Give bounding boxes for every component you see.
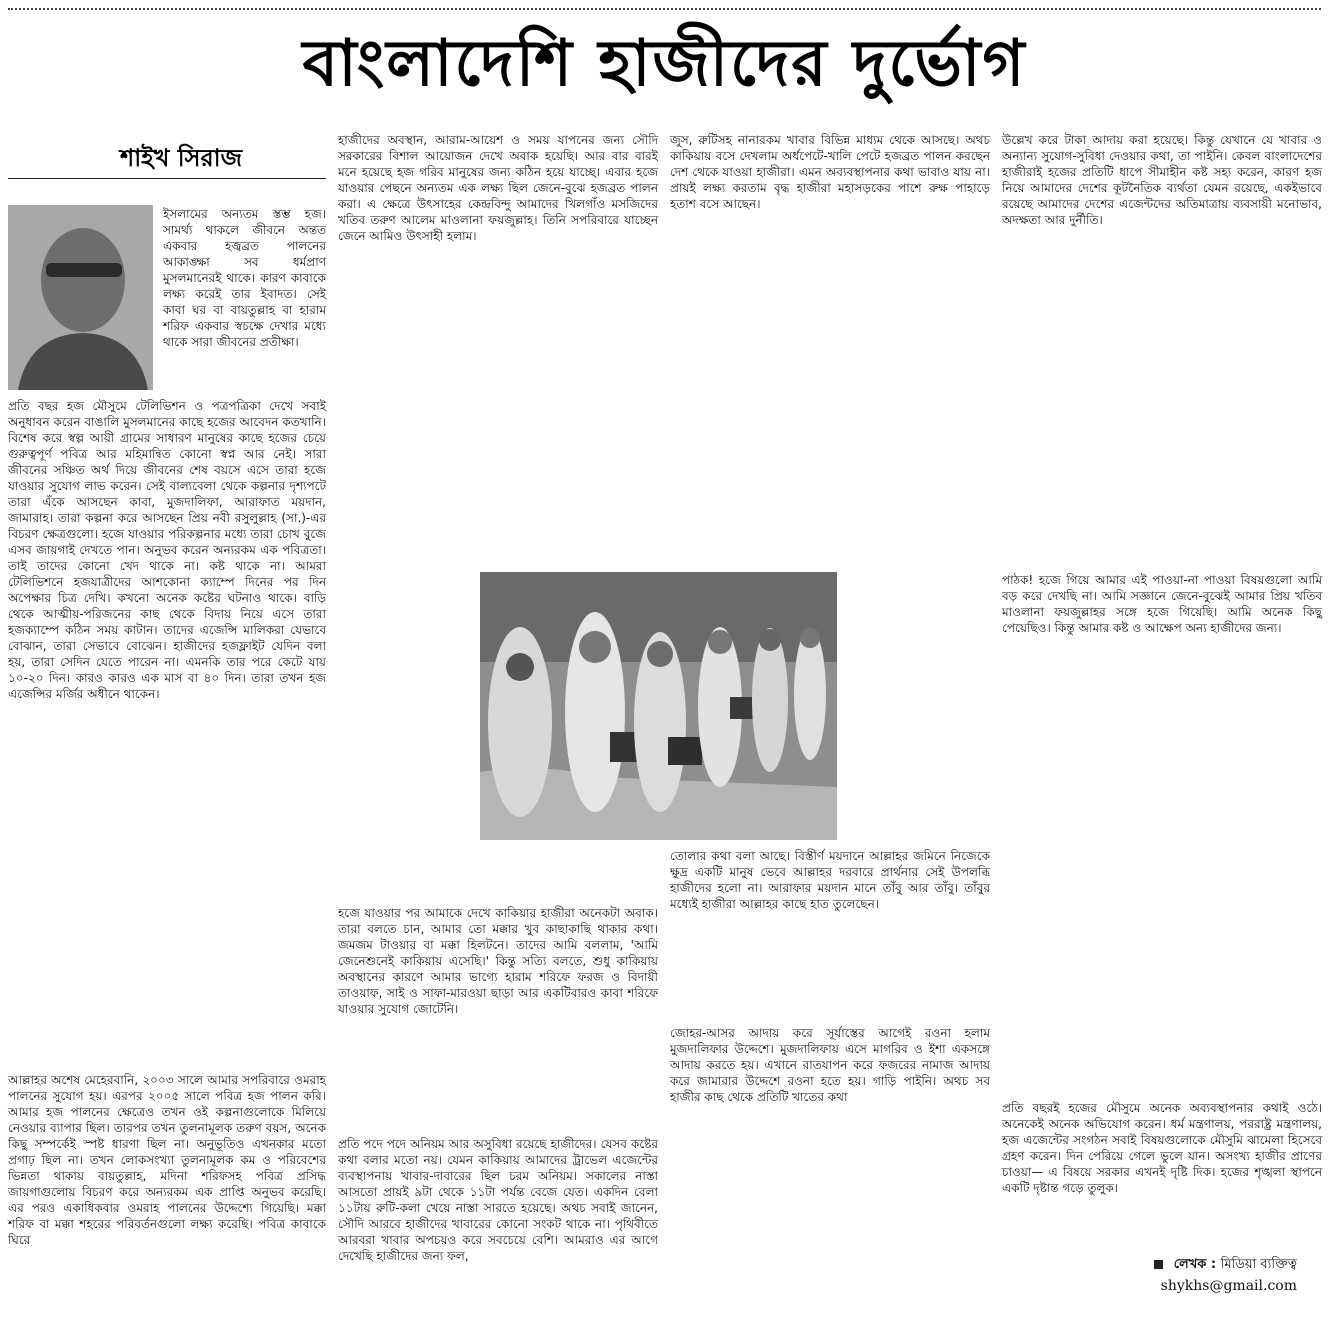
author-credit — [1154, 1255, 1297, 1276]
author-email[interactable]: shykhs@gmail.com — [1160, 1278, 1297, 1294]
column-1-continued — [8, 398, 326, 702]
column-4-middle — [1002, 572, 1322, 636]
square-bullet-icon — [1154, 1260, 1163, 1269]
column-3-bottom — [670, 1025, 990, 1105]
paragraph: প্রতি বছর হজ মৌসুমে টেলিভিশন ও পত্রপত্রিকা দেখে সবাই অনুধাবন করেন বাঙালি মুসলমানের কাছে হজের আবেদন কতখানি। বিশেষ করে স্বল্প আয়ী গ্রামের সাধারণ মানুষের কাছে হজের চেয়ে গুরুত্বপূর্ণ পবিত্র আর মহিমান্বিত কোনো স্বপ্ন আর নেই। সারা জীবনের সঞ্চিত অর্থ দিয়ে জীবনের শেষ বয়সে এসে তারা হজে যাওয়ার সুযোগ লাভ করেন। সেই বাল্যবেলা থেকে কল্পনার দৃশ্যপটে তারা এঁকে আসছেন কাবা, মুজদালিফা, আরাফাত ময়দান, জামারাহ। তারা কল্পনা করে আসছেন প্রিয় নবী রসুলুল্লাহ (সা.)-এর বিচরণ ক্ষেত্রগুলো। হজে যাওয়ার পরিকল্পনার মধ্যে তারা চোখ বুজে এসব জায়গাই দেখতে পান। অনুভব করেন অন্যরকম এক পবিত্রতা। তাই তাদের কোনো খেদ থাকে না। কষ্ট থাকে না। আমরা টেলিভিশনে হজযাত্রীদের আশকোনা ক্যাম্পে দিনের পর দিন অপেক্ষার চিত্র দেখি। কখনো অনেক কষ্টের ঘটনাও থাকে। বাড়ি থেকে আত্মীয়-পরিজনের কাছ থেকে বিদায় নিয়ে এসে তারা হজক্যাম্পে কঠিন সময় কাটান। তাদের এজেন্সি মালিকরা যেভাবে বোঝান, তারা সেভাবে বোঝেন। হাজীদের হজফ্লাইট যেদিন বলা হয়, তারা সেদিন যেতে পারেন না। এমনকি তার পরে কেটে যায় ১০-২০ দিন। কারও কারও এক মাস বা ৪০ দিন। তারা তখন হজ এজেন্সির মর্জির অধীনে থাকেন। — [8, 399, 326, 701]
column-2 — [338, 132, 658, 244]
author-role: মিডিয়া ব্যক্তিত্ব — [1220, 1257, 1297, 1272]
column-4 — [1002, 132, 1322, 228]
paragraph: হাজীদের অবস্থান, আরাম-আয়েশ ও সময় যাপনের জন্য সৌদি সরকারের বিশাল আয়োজন দেখে অবাক হয়েছি। আর বার বারই মনে হয়েছে হজ গরিব মানুষের জন্য কঠিন হয়ে যাচ্ছে। এবার হজে যাওয়ার পেছনে অন্যতম এক লক্ষ্য ছিল জেনে-বুঝে হজব্রত পালন করা। এ ক্ষেত্রে উৎসাহের কেন্দ্রবিন্দু আমাদের খিলগাঁও মসজিদের খতিব তরুণ আলেম মাওলানা ফয়জুল্লাহ। তিনি সপরিবারে যাচ্ছেন জেনে আমিও উৎসাহী হলাম। — [338, 133, 658, 243]
column-1-bottom — [8, 1072, 326, 1248]
paragraph: তোলার কথা বলা আছে। বিস্তীর্ণ ময়দানে আল্লাহর জমিনে নিজেকে ক্ষুদ্র একটি মানুষ ভেবে আল্লাহর দরবারে প্রার্থনার সেই উপলব্ধি হাজীদের হলো না। আরাফার ময়দান মানে তাঁবু আর তাঁবু। তাঁবুর মধ্যেই হাজীরা আল্লাহর কাছে হাত তুলেছেন। — [670, 849, 990, 911]
column-4-bottom — [1002, 1100, 1322, 1196]
author-label: লেখক : — [1173, 1257, 1217, 1272]
paragraph: উল্লেখ করে টাকা আদায় করা হয়েছে। কিন্তু যেখানে যে খাবার ও অন্যান্য সুযোগ-সুবিধা দেওয়ার কথা, তা পাইনি। কেবল বাংলাদেশের হাজীরাই হজের প্রতিটি ধাপে সীমাহীন কষ্ট সহ্য করেন, কারণ হজ নিয়ে আমাদের দেশের কূটনৈতিক ব্যর্থতা যেমন রয়েছে, একইভাবে রয়েছে আমাদের দেশের এজেন্টদের অতিমাত্রায় ব্যবসায়ী মনোভাব, অদক্ষতা আর দুর্নীতি। — [1002, 133, 1322, 227]
paragraph: আল্লাহর অশেষ মেহেরবানি, ২০০৩ সালে আমার সপরিবারে ওমরাহ পালনের সুযোগ হয়। এরপর ২০০৫ সালে পবিত্র হজ পালন করি। আমার হজ পালনের ক্ষেত্রেও তখন ওই কল্পনাগুলোকে মিলিয়ে নেওয়ার ব্যাপার ছিল। তারপর তখন তুলনামূলক তরুণ বয়স, অনেক কিছু সম্পর্কেই স্পষ্ট ধারণা ছিল না। অনুভূতিও এখনকার মতো প্রগাঢ় ছিল না। তখন লোকসংখ্যা তুলনামূলক কম ও পরিবেশের ভিন্নতা থাকায় বায়তুল্লাহ, মদিনা শরিফসহ পবিত্র প্রসিদ্ধ জায়গাগুলোয় বিচরণ করে অন্যরকম এক প্রাপ্তি অনুভব করেছি। এর পরও একাধিকবার ওমরাহ পালনের উদ্দেশ্যে গিয়েছি। মক্কা শরিফ বা মক্কা শহরের পরিবর্তনগুলো লক্ষ্য করেছি। পবিত্র কাবাকে ঘিরে — [8, 1073, 326, 1247]
column-3-middle — [670, 848, 990, 912]
byline-rule — [8, 178, 326, 179]
paragraph: প্রতি পদে পদে অনিয়ম আর অসুবিধা রয়েছে হাজীদের। যেসব কষ্টের কথা বলার মতো নয়। যেমন কাকিয়ায় আমাদের ট্রাভেল এজেন্টের ব্যবস্থাপনায় খাবার-দাবারের ছিল চরম অনিয়ম। সকালের নাস্তা আসতো প্রায়ই ৯টা থেকে ১১টা পর্যন্ত বেজে যেত। একদিন বেলা ১১টায় রুটি-কলা খেয়ে নাস্তা সারতে হয়েছে। অথচ সবাই জানেন, সৌদি আরবে হাজীদের খাবারের কোনো সংকট থাকে না। পৃথিবীতে আরবরা খাবার অপচয়ও করে সবচেয়ে বেশি। আমরাও এর আগে দেখেছি হাজীদের জন্য ফল, — [338, 1137, 658, 1263]
paragraph: পাঠক! হজে গিয়ে আমার এই পাওয়া-না পাওয়া বিষয়গুলো আমি বড় করে দেখছি না। আমি সজ্ঞানে জেনে-বুঝেই আমার প্রিয় খতিব মাওলানা ফয়জুল্লাহর সঙ্গে হজে গিয়েছি। আমি অনেক কিছু পেয়েছিও। কিন্তু আমার কষ্ট ও আক্ষেপ অন্য হাজীদের জন্য। — [1002, 573, 1322, 635]
column-2-middle — [338, 905, 658, 1017]
paragraph: জুস, রুটিসহ নানারকম খাবার বিভিন্ন মাধ্যম থেকে আসছে। অথচ কাকিয়ায় বসে দেখলাম অর্ধপেটে-খালি পেটে হজব্রত পালন করছেন দেশ থেকে যাওয়া হাজীরা। এমন অব্যবস্থাপনার কথা ভাবাও যায় না। প্রায়ই লক্ষ্য করতাম বৃদ্ধ হাজীরা মহাসড়কের পাশে রুক্ষ পাহাড়ে হতাশ বসে আছেন। — [670, 133, 990, 211]
pilgrims-photo-image — [480, 572, 837, 840]
paragraph: জোহর-আসর আদায় করে সূর্যাস্তের আগেই রওনা হলাম মুজদালিফার উদ্দেশে। মুজদালিফায় এসে মাগরিব ও ইশা একসঙ্গে আদায় করতে হয়। এখানে রাতযাপন করে ফজরের নামাজ আদায় করে জামারার উদ্দেশে রওনা হতে হয়। গাড়ি পাইনি। অথচ সব হাজীর কাছ থেকে প্রতিটি খাতের কথা — [670, 1026, 990, 1104]
article-byline: শাইখ সিরাজ — [120, 144, 243, 172]
pilgrims-photo — [480, 572, 837, 840]
paragraph: প্রতি বছরই হজের মৌসুমে অনেক অব্যবস্থাপনার কথাই ওঠে। অনেকেই অনেক অভিযোগ করেন। ধর্ম মন্ত্রণালয়, পররাষ্ট্র মন্ত্রণালয়, হজ এজেন্টের সংগঠন সবাই বিষয়গুলোকে মৌসুমি ঝামেলা হিসেবে গ্রহণ করেন। দিন পেরিয়ে গেলে ভুলে যান। অসংখ্য হাজীর প্রাণের চাওয়া— এ বিষয়ে সরকার এখনই দৃষ্টি দিক। হজের শৃঙ্খলা স্থাপনে একটি দৃষ্টান্ত গড়ে তুলুক। — [1002, 1101, 1322, 1195]
paragraph: হজে যাওয়ার পর আমাকে দেখে কাকিয়ার হাজীরা অনেকটা অবাক। তারা বলতে চান, আমার তো মক্কার খুব কাছাকাছি থাকার কথা। জমজম টাওয়ার বা মক্কা হিলটনে। তাদের আমি বললাম, 'আমি জেনেশুনেই কাকিয়ায় এসেছি।' কিন্তু সত্যি বলতে, শুধু কাকিয়ায় অবস্থানের কারণে আমার ভাগ্যে হারাম শরিফে ফরজ ও বিদায়ী তাওয়াফ, সাই ও সাফা-মারওয়া ছাড়া আর একটিবারও কাবা শরিফে যাওয়ার সুযোগ জোটেনি। — [338, 906, 658, 1016]
paragraph: ইসলামের অন্যতম স্তম্ভ হজ। সামর্থ্য থাকলে জীবনে অন্তত একবার হজ্বব্রত পালনের আকাঙ্ক্ষা সব ধর্মপ্রাণ মুসলমানেরই থাকে। কারণ কাবাকে লক্ষ্য করেই তার ইবাদত। সেই কাবা ঘর বা বায়তুল্লাহ বা হারাম শরিফ একবার স্বচক্ষে দেখার মধ্যে থাকে সারা জীবনের প্রতীক্ষা। — [163, 207, 326, 349]
column-2-bottom — [338, 1136, 658, 1264]
column-3 — [670, 132, 990, 212]
article-headline: বাংলাদেশি হাজীদের দুর্ভোগ — [302, 27, 1027, 101]
column-1 — [8, 206, 326, 350]
top-dotted-rule — [8, 8, 1321, 10]
